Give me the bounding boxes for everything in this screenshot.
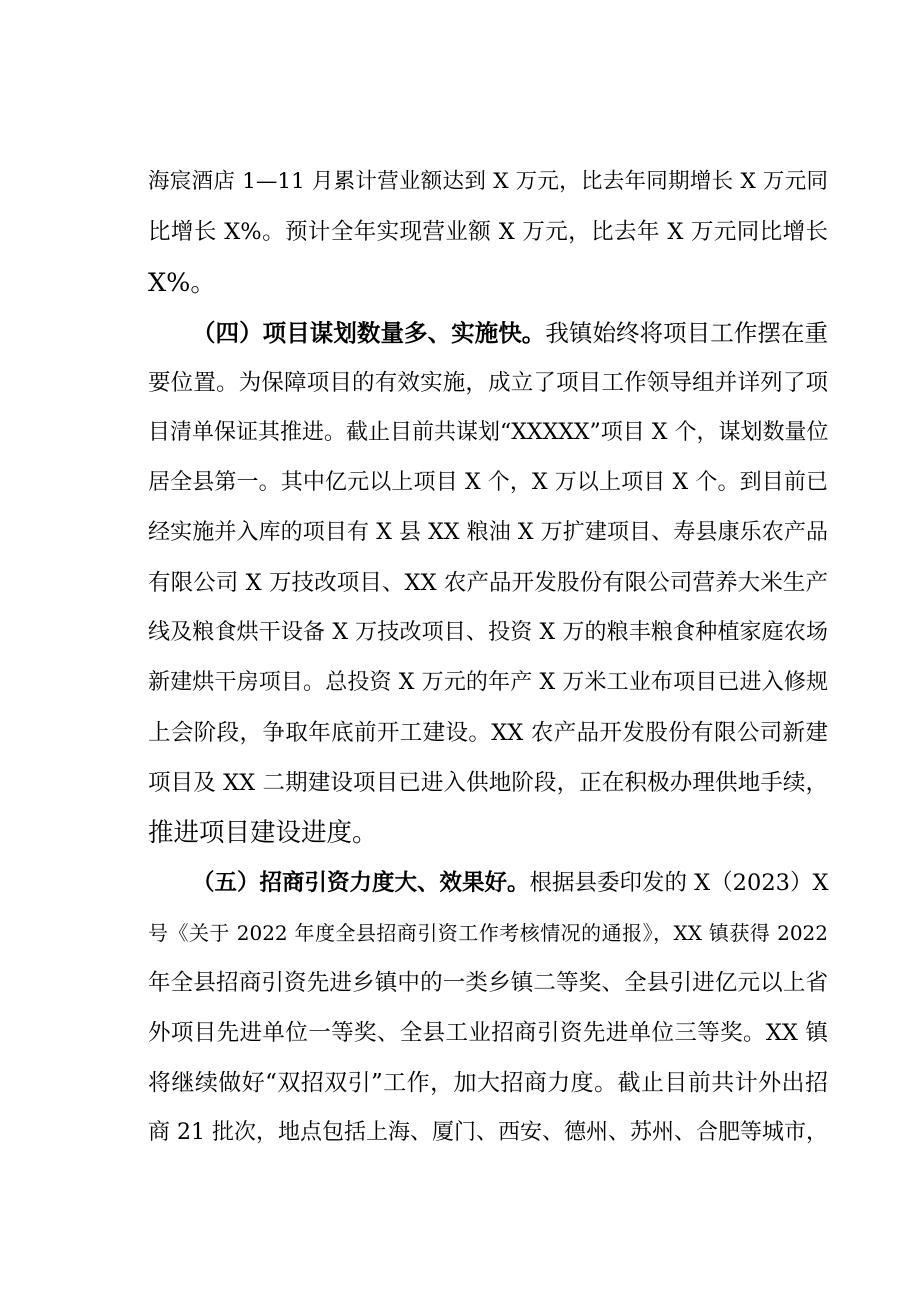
body-text-line: 商 21 批次，地点包括上海、厦门、西安、德州、苏州、合肥等城市， bbox=[148, 1120, 828, 1145]
body-text-line: 经实施并入库的项目有 X 县 XX 粮油 X 万扩建项目、寿县康乐农产品 bbox=[148, 520, 828, 545]
body-text-line: 居全县第一。其中亿元以上项目 X 个，X 万以上项目 X 个。到目前已 bbox=[148, 470, 828, 495]
body-text-line: 线及粮食烘干设备 X 万技改项目、投资 X 万的粮丰粮食种植家庭农场 bbox=[148, 620, 828, 645]
body-text-line: 推进项目建设进度。 bbox=[148, 818, 378, 848]
section-5-first-line-text: 根据县委印发的 X（2023）X bbox=[529, 870, 829, 896]
body-text-line: 比增长 X%。预计全年实现营业额 X 万元，比去年 X 万元同比增长 bbox=[148, 219, 828, 245]
body-text-line: 要位置。为保障项目的有效实施，成立了项目工作领导组并详列了项 bbox=[148, 370, 828, 396]
body-text-line: 项目及 XX 二期建设项目已进入供地阶段，正在积极办理供地手续， bbox=[148, 770, 828, 796]
body-text-line: 上会阶段，争取年底前开工建设。XX 农产品开发股份有限公司新建 bbox=[148, 720, 828, 746]
section-4-first-line-text: 我镇始终将项目工作摆在重 bbox=[545, 319, 829, 347]
body-text-line: 号《关于 2022 年度全县招商引资工作考核情况的通报》，XX 镇获得 2022 bbox=[148, 921, 828, 945]
body-text-line: 目清单保证其推进。截止目前共谋划“XXXXX”项目 X 个，谋划数量位 bbox=[148, 420, 829, 445]
body-text-line: 将继续做好“双招双引”工作，加大招商力度。截止目前共计外出招 bbox=[148, 1070, 828, 1096]
section-5-first-line bbox=[192, 863, 828, 903]
section-4-first-line bbox=[192, 313, 828, 353]
body-text-line: 外项目先进单位一等奖、全县工业招商引资先进单位三等奖。XX 镇 bbox=[148, 1020, 828, 1046]
body-text-line: X%。 bbox=[148, 268, 216, 298]
body-text-line: 海宸酒店 1—11 月累计营业额达到 X 万元，比去年同期增长 X 万元同 bbox=[148, 169, 828, 194]
section-5-heading: （五）招商引资力度大、效果好。 bbox=[192, 870, 530, 896]
body-text-line: 新建烘干房项目。总投资 X 万元的年产 X 万米工业布项目已进入修规 bbox=[148, 670, 828, 695]
section-4-heading: （四）项目谋划数量多、实施快。 bbox=[192, 319, 546, 347]
body-text-line: 年全县招商引资先进乡镇中的一类乡镇二等奖、全县引进亿元以上省 bbox=[148, 970, 828, 996]
body-text-line: 有限公司 X 万技改项目、XX 农产品开发股份有限公司营养大米生产 bbox=[148, 570, 828, 596]
